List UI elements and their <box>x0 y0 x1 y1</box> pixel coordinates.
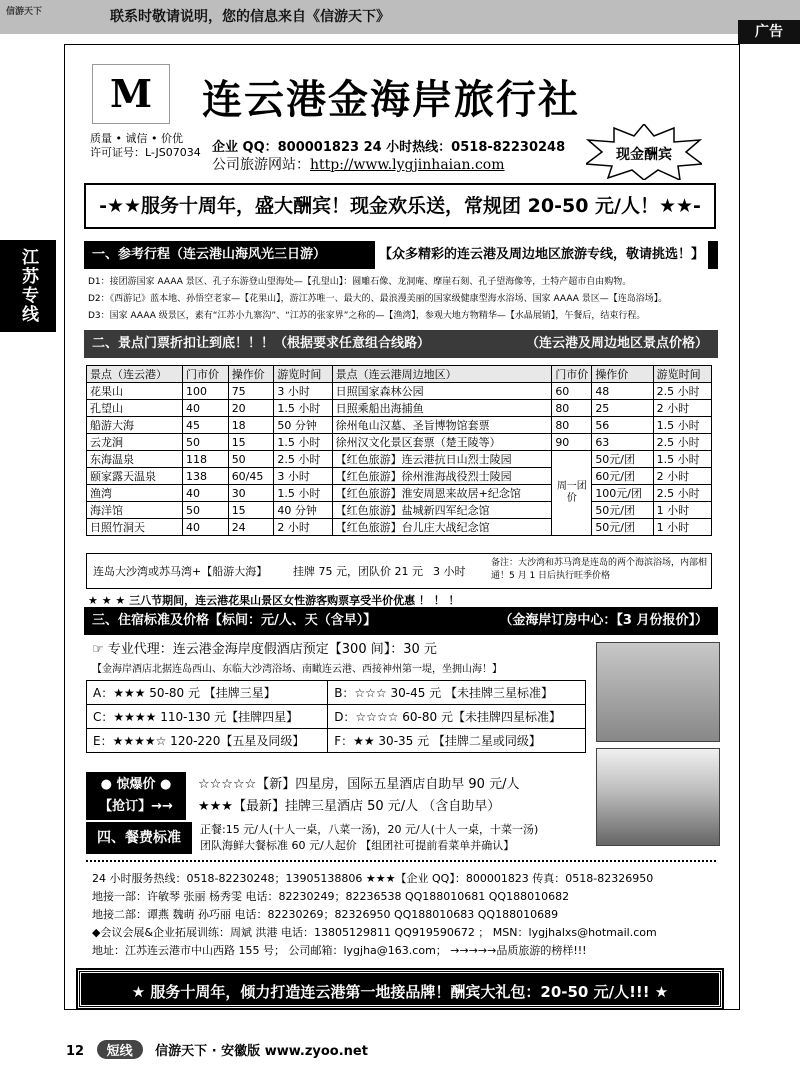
spots-table <box>86 365 712 536</box>
table-cell: 颐家露天温泉 <box>87 468 183 485</box>
section-1-note: 【众多精彩的连云港及周边地区旅游专线，敬请挑选！】 <box>375 241 708 269</box>
table-cell: 船游大海 <box>87 417 183 434</box>
table-cell: 1.5 小时 <box>274 485 332 502</box>
ad-tag: 广告 <box>738 20 800 44</box>
section-2-note: （连云港及周边地区景点价格） <box>525 336 708 351</box>
table-row <box>87 519 712 536</box>
section-2-title: 二、景点门票折扣让到底！！！（根据要求任意组合线路） <box>92 336 431 351</box>
itinerary-day2: D2：《西游记》蓝本地、孙悟空老家—【花果山】，游江苏唯一、最大的、最浪漫美丽的国家级健康型海水浴场、国家 AAAA 景区—【连岛浴场】。 <box>88 294 668 304</box>
page-footer <box>66 1040 368 1059</box>
cash-reward-burst <box>586 124 702 180</box>
womens-day-promo: ★ ★ ★ 三八节期间，连云港花果山景区女性游客购票享受半价优惠 ！ ！ ！ <box>88 594 460 607</box>
grade-cell: B：☆☆☆ 30-45 元 【未挂牌三星标准】 <box>328 681 586 705</box>
contact-line: 24 小时服务热线：0518-82230248；13905138806 ★★★【企业 QQ】：800001823 传真：0518-82326950 <box>92 872 654 885</box>
contacts <box>92 870 732 960</box>
table-cell: 45 <box>182 417 228 434</box>
col-header: 门市价 <box>552 366 592 383</box>
table-cell: 48 <box>592 383 653 400</box>
footer-banner: ★ 服务十周年，倾力打造连云港第一地接品牌！酬宾大礼包：20-50 元/人!!! ★ <box>78 970 722 1008</box>
table-cell: 80 <box>552 400 592 417</box>
table-cell: 60 <box>552 383 592 400</box>
table-cell: 渔湾 <box>87 485 183 502</box>
contact-line: ◆会议会展&企业拓展训练：周斌 洪港 电话：13805129811 QQ919590672 ； MSN：lygjhalxs@hotmail.com <box>92 926 657 939</box>
section-3-note: （金海岸订房中心：【3 月份报价】） <box>499 613 708 628</box>
license-number: 许可证号：L-JS07034 <box>90 146 201 159</box>
grade-cell: F：★★ 30-35 元 【挂牌二星或同级】 <box>328 729 586 753</box>
table-header-row <box>87 366 712 383</box>
table-cell: 日照国家森林公园 <box>332 383 552 400</box>
table-cell: 云龙涧 <box>87 434 183 451</box>
deal-text-2: ★★★【最新】挂牌三星酒店 50 元/人 （含自助早） <box>198 799 501 814</box>
table-row <box>87 705 586 729</box>
burst-text: 现金酬宾 <box>616 147 672 163</box>
table-cell: 56 <box>592 417 653 434</box>
table-cell: 50 <box>228 451 274 468</box>
table-cell: 2.5 小时 <box>653 485 711 502</box>
section-pill: 短线 <box>97 1040 143 1059</box>
table-row <box>87 400 712 417</box>
hotel-room-photo <box>596 642 720 742</box>
section-3-title: 三、住宿标准及价格【标间：元/人、天（含早）】 <box>92 613 377 628</box>
table-cell: 15 <box>228 434 274 451</box>
hotel-address: 【金海岸酒店北据连岛西山、东临大沙湾浴场、南瞰连云港、西接神州第一堤，坐拥山海！】 <box>92 664 502 675</box>
table-cell: 1 小时 <box>653 502 711 519</box>
brand-logo: 信游天下 <box>6 7 43 17</box>
table-cell: 63 <box>592 434 653 451</box>
table-cell: 60元/团 <box>592 468 653 485</box>
table-cell: 【红色旅游】台儿庄大战纪念馆 <box>332 519 552 536</box>
table-cell: 40 <box>182 485 228 502</box>
table-cell: 80 <box>552 417 592 434</box>
meal-text-1: 正餐:15 元/人(十人一桌，八菜一汤)，20 元/人(十人一桌，十菜一汤) <box>200 823 539 836</box>
contact-line: 地接一部：许敏琴 张丽 杨秀雯 电话：82230249；82236538 QQ188010681 QQ188010682 <box>92 890 570 903</box>
col-header: 操作价 <box>228 366 274 383</box>
table-cell: 徐州汉文化景区套票（楚王陵等） <box>332 434 552 451</box>
anniversary-banner: -★★服务十周年，盛大酬宾！现金欢乐送，常规团 20-50 元/人！★★- <box>84 183 716 229</box>
table-cell: 2 小时 <box>274 519 332 536</box>
section-1-header <box>84 241 718 269</box>
table-row <box>87 681 586 705</box>
publication-name: 信游天下 · 安徽版 www.zyoo.net <box>155 1044 368 1059</box>
combo-name: 连岛大沙湾或苏马湾+【船游大海】 <box>93 565 268 578</box>
table-cell: 1.5 小时 <box>274 434 332 451</box>
table-row <box>87 468 712 485</box>
table-cell: 118 <box>182 451 228 468</box>
qq-hotline: 企业 QQ：800001823 24 小时热线：0518-82230248 <box>212 140 566 155</box>
table-row <box>87 434 712 451</box>
table-cell: 75 <box>228 383 274 400</box>
combo-note: 备注：大沙湾和苏马湾是连岛的两个海滨浴场，内部相通！5 月 1 日后执行旺季价格 <box>491 558 708 581</box>
table-cell: 100 <box>182 383 228 400</box>
contact-line: 地接二部：谭燕 魏萌 孙巧丽 电话：82230269；82326950 QQ188010683 QQ188010689 <box>92 908 559 921</box>
table-row <box>87 485 712 502</box>
table-cell: 孔望山 <box>87 400 183 417</box>
table-row <box>87 502 712 519</box>
section-3-header <box>84 607 718 635</box>
company-logo: M <box>92 64 170 124</box>
table-cell: 2 小时 <box>653 400 711 417</box>
col-header: 游览时间 <box>274 366 332 383</box>
grade-cell: A：★★★ 50-80 元 【挂牌三星】 <box>87 681 328 705</box>
itinerary-day1: D1：接团游国家 AAAA 景区、孔子东游登山望海处—【孔望山】：圆雕石像、龙洞庵、摩崖石刻、孔子望海像等，土特产超市自由购物。 <box>88 277 632 287</box>
table-cell: 60/45 <box>228 468 274 485</box>
company-name: 连云港金海岸旅行社 <box>202 77 580 123</box>
table-cell: 3 小时 <box>274 383 332 400</box>
table-cell: 30 <box>228 485 274 502</box>
grade-cell: D：☆☆☆☆ 60-80 元【未挂牌四星标准】 <box>328 705 586 729</box>
table-cell: 18 <box>228 417 274 434</box>
col-header: 门市价 <box>182 366 228 383</box>
col-header: 操作价 <box>592 366 653 383</box>
deal-details <box>198 774 519 818</box>
table-cell: 2 小时 <box>653 468 711 485</box>
table-row <box>87 417 712 434</box>
table-cell: 50 <box>182 434 228 451</box>
table-cell: 50元/团 <box>592 502 653 519</box>
combo-price: 挂牌 75 元，团队价 21 元 <box>293 565 423 578</box>
hotel-agent-line: ☞ 专业代理：连云港金海岸度假酒店预定【300 间】：30 元 <box>92 642 437 657</box>
table-cell: 2.5 小时 <box>274 451 332 468</box>
col-header: 景点（连云港周边地区） <box>332 366 552 383</box>
hot-deal-badge <box>86 772 186 820</box>
table-cell: 50 分钟 <box>274 417 332 434</box>
contact-line: 地址：江苏连云港市中山西路 155 号； 公司邮箱：lygjha@163.com； →→→→→品质旅游的榜样!!! <box>92 944 587 957</box>
section-1-title: 一、参考行程（连云港山海风光三日游） <box>92 247 327 262</box>
table-cell: 日照乘船出海捕鱼 <box>332 400 552 417</box>
website-line <box>212 154 505 174</box>
table-cell: 1.5 小时 <box>274 400 332 417</box>
dotted-divider <box>86 860 716 862</box>
deal-line-2: 【抢订】→→ <box>99 799 173 814</box>
table-cell: 25 <box>592 400 653 417</box>
table-cell: 2.5 小时 <box>653 383 711 400</box>
table-cell: 【红色旅游】盐城新四军纪念馆 <box>332 502 552 519</box>
website-label: 公司旅游网站： <box>212 157 310 173</box>
table-cell: 【红色旅游】连云港抗日山烈士陵园 <box>332 451 552 468</box>
table-row <box>87 451 712 468</box>
table-row <box>87 729 586 753</box>
slogan: 质量 • 诚信 • 价优 <box>90 132 183 145</box>
section-2-header <box>84 330 718 358</box>
table-cell: 【红色旅游】徐州淮海战役烈士陵园 <box>332 468 552 485</box>
grade-cell: E：★★★★☆ 120-220【五星及同级】 <box>87 729 328 753</box>
meal-header: 四、餐费标准 <box>86 822 192 854</box>
table-cell: 3 小时 <box>274 468 332 485</box>
table-cell: 40 分钟 <box>274 502 332 519</box>
table-cell: 花果山 <box>87 383 183 400</box>
table-cell: 徐州龟山汉墓、圣旨博物馆套票 <box>332 417 552 434</box>
table-cell: 1.5 小时 <box>653 417 711 434</box>
deal-line-1: ● 惊爆价 ● <box>100 777 172 792</box>
table-cell: 40 <box>182 519 228 536</box>
website-link[interactable]: http://www.lygjinhaian.com <box>310 157 505 173</box>
table-cell: 90 <box>552 434 592 451</box>
beach-combo-row <box>86 553 712 589</box>
table-cell: 24 <box>228 519 274 536</box>
group-note: 周一团价 <box>552 451 592 536</box>
combo-time: 3 小时 <box>433 565 466 578</box>
side-tab: 江苏专线 <box>0 240 56 332</box>
table-cell: 15 <box>228 502 274 519</box>
top-bar <box>0 0 800 44</box>
table-cell: 50元/团 <box>592 451 653 468</box>
table-cell: 40 <box>182 400 228 417</box>
page-number: 12 <box>66 1044 85 1059</box>
itinerary-day3: D3：国家 AAAA 级景区，素有“江苏小九寨沟”、“江苏的张家界”之称的—【渔湾】，参观大地方物精华—【水晶展销】，午餐后，结束行程。 <box>88 311 646 321</box>
meal-text-2: 团队海鲜大餐标准 60 元/人起价 【组团社可提前看菜单并确认】 <box>200 839 515 852</box>
deal-text-1: ☆☆☆☆☆【新】四星房，国际五星酒店自助早 90 元/人 <box>198 777 520 792</box>
table-cell: 【红色旅游】淮安周恩来故居+纪念馆 <box>332 485 552 502</box>
source-notice: 联系时敬请说明，您的信息来自《信游天下》 <box>110 9 390 25</box>
seaside-photo <box>596 748 720 846</box>
table-cell: 海洋馆 <box>87 502 183 519</box>
table-cell: 138 <box>182 468 228 485</box>
table-cell: 50元/团 <box>592 519 653 536</box>
table-row <box>87 383 712 400</box>
table-cell: 东海温泉 <box>87 451 183 468</box>
table-cell: 20 <box>228 400 274 417</box>
table-cell: 2.5 小时 <box>653 434 711 451</box>
table-cell: 100元/团 <box>592 485 653 502</box>
table-cell: 1.5 小时 <box>653 451 711 468</box>
meal-details <box>200 822 538 854</box>
table-cell: 1 小时 <box>653 519 711 536</box>
col-header: 景点（连云港） <box>87 366 183 383</box>
grade-cell: C：★★★★ 110-130 元【挂牌四星】 <box>87 705 328 729</box>
hotel-grade-table <box>86 680 586 753</box>
col-header: 游览时间 <box>653 366 711 383</box>
table-cell: 50 <box>182 502 228 519</box>
header <box>84 50 724 180</box>
table-cell: 日照竹洞天 <box>87 519 183 536</box>
